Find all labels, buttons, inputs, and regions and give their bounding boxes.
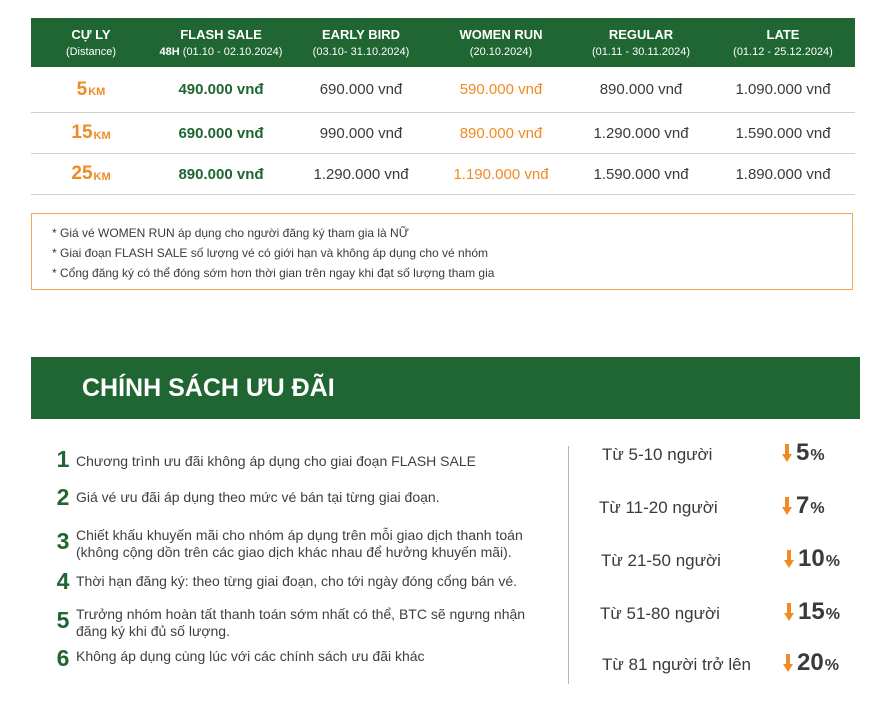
tier-discount (782, 440, 825, 466)
tier-label-text: Từ 5-10 người (602, 445, 713, 464)
rule-text: Thời hạn đăng ký: theo từng giai đoạn, cho tới ngày đóng cổng bán vé. (76, 573, 518, 589)
tier-discount (782, 493, 825, 519)
distance-cell (31, 154, 151, 194)
rule-number: 2 (56, 484, 70, 510)
early-bird-price: 690.000 vnđ (319, 81, 403, 98)
percent-sign: % (810, 499, 825, 517)
rule-text: Trưởng nhóm hoàn tất thanh toán sớm nhất có thể, BTC sẽ ngưng nhận đăng ký khi đủ số lượng. (76, 606, 526, 639)
distance-cell (31, 113, 151, 153)
policy-rule (53, 527, 546, 561)
policy-rule (53, 485, 556, 509)
percent-sign: % (825, 552, 840, 570)
header-subtitle-bold: 48H (159, 45, 180, 58)
distance-unit: KM (88, 86, 106, 98)
header-title: EARLY BIRD (321, 26, 401, 42)
distance-value: 25 (71, 163, 93, 184)
header-subtitle: (20.10.2024) (469, 45, 533, 58)
tier-label-text: Từ 21-50 người (601, 551, 721, 570)
policy-rule (53, 569, 556, 593)
header-subtitle: (01.11 - 30.11.2024) (591, 45, 691, 58)
distance-value: 5 (76, 78, 88, 100)
rule-number: 1 (56, 446, 70, 472)
discount-value: 5 (796, 439, 810, 466)
distance-value: 15 (71, 122, 93, 143)
column-divider (568, 446, 569, 684)
header-subtitle: (01.12 - 25.12.2024) (733, 45, 833, 58)
distance-unit: KM (93, 170, 111, 183)
tier-label (599, 498, 718, 518)
header-flash-sale (151, 18, 291, 67)
late-price: 1.590.000 vnđ (735, 124, 831, 142)
tier-discount (783, 650, 839, 676)
policy-title: CHÍNH SÁCH ƯU ĐÃI (82, 374, 335, 402)
late-price: 1.890.000 vnđ (735, 165, 831, 183)
arrow-down-icon (782, 497, 792, 515)
regular-price: 1.590.000 vnđ (593, 165, 689, 183)
table-header (31, 18, 855, 67)
rule-text: Giá vé ưu đãi áp dụng theo mức vé bán tại từng giai đoạn. (76, 489, 440, 505)
tier-label (602, 445, 712, 465)
tier-label (601, 551, 721, 571)
distance-unit: KM (93, 129, 111, 142)
policy-rule (53, 606, 546, 640)
arrow-down-icon (784, 550, 794, 568)
header-early-bird (291, 18, 431, 67)
rule-text: Không áp dụng cùng lúc với các chính sách ưu đãi khác (76, 648, 425, 664)
tier-label (602, 655, 751, 675)
arrow-down-icon (782, 444, 792, 462)
women-run-price: 890.000 vnđ (459, 124, 543, 142)
regular-price: 890.000 vnđ (599, 81, 683, 98)
table-row (31, 154, 855, 195)
header-women-run (431, 18, 571, 67)
women-run-price: 590.000 vnđ (459, 81, 543, 98)
tier-label-text: Từ 51-80 người (600, 604, 720, 623)
discount-value: 7 (796, 492, 810, 519)
early-bird-price: 1.290.000 vnđ (313, 165, 409, 183)
flash-sale-price: 690.000 vnđ (178, 124, 264, 142)
note-line: * Giá vé WOMEN RUN áp dụng cho người đăng ký tham gia là NỮ (52, 226, 409, 240)
header-regular (571, 18, 711, 67)
women-run-price: 1.190.000 vnđ (453, 165, 549, 183)
rule-number: 6 (56, 645, 70, 671)
discount-value: 20 (797, 649, 824, 676)
policy-rule (53, 646, 556, 670)
arrow-down-icon (784, 603, 794, 621)
late-price: 1.090.000 vnđ (735, 81, 831, 98)
tier-discount (784, 546, 840, 572)
rule-number: 3 (56, 528, 70, 554)
rule-number: 5 (56, 607, 70, 633)
header-title: FLASH SALE (180, 26, 262, 42)
table-row (31, 67, 855, 113)
note-line: * Giai đoạn FLASH SALE số lượng vé có giới hạn và không áp dụng cho vé nhóm (52, 246, 489, 260)
tier-label-text: Từ 11-20 người (599, 498, 718, 517)
rule-text: Chiết khấu khuyến mãi cho nhóm áp dụng trên mỗi giao dịch thanh toán (không cộng dồn trên các giao dịch khác nhau để hưởng khuyến mãi). (76, 527, 523, 560)
percent-sign: % (825, 605, 840, 623)
table-row (31, 113, 855, 154)
discount-value: 10 (798, 545, 825, 572)
percent-sign: % (810, 446, 825, 464)
header-distance (31, 18, 151, 67)
tier-discount (784, 599, 840, 625)
header-subtitle-dates: (01.10 - 02.10.2024) (179, 45, 283, 58)
header-subtitle: (Distance) (65, 45, 117, 58)
percent-sign: % (824, 656, 839, 674)
early-bird-price: 990.000 vnđ (319, 124, 403, 142)
header-late (711, 18, 855, 67)
flash-sale-price: 890.000 vnđ (178, 165, 264, 183)
flash-sale-price: 490.000 vnđ (178, 81, 264, 98)
header-subtitle (160, 45, 283, 59)
header-title: LATE (766, 26, 800, 42)
price-table (31, 18, 855, 195)
header-title: REGULAR (608, 26, 674, 42)
discount-value: 15 (798, 598, 825, 625)
policy-banner (31, 357, 860, 419)
header-title: CỰ LY (71, 26, 111, 42)
header-title: WOMEN RUN (459, 26, 543, 42)
tier-label (600, 604, 720, 624)
regular-price: 1.290.000 vnđ (593, 124, 689, 142)
header-subtitle: (03.10- 31.10.2024) (312, 45, 410, 58)
distance-cell (31, 67, 151, 112)
note-line: * Cổng đăng ký có thể đóng sớm hơn thời gian trên ngay khi đạt số lượng tham gia (52, 266, 495, 280)
policy-rule (53, 447, 556, 471)
rule-text: Chương trình ưu đãi không áp dụng cho giai đoạn FLASH SALE (76, 453, 476, 469)
notes-box (31, 213, 853, 290)
tier-label-text: Từ 81 người trở lên (602, 655, 751, 674)
rule-number: 4 (56, 568, 70, 594)
arrow-down-icon (783, 654, 793, 672)
